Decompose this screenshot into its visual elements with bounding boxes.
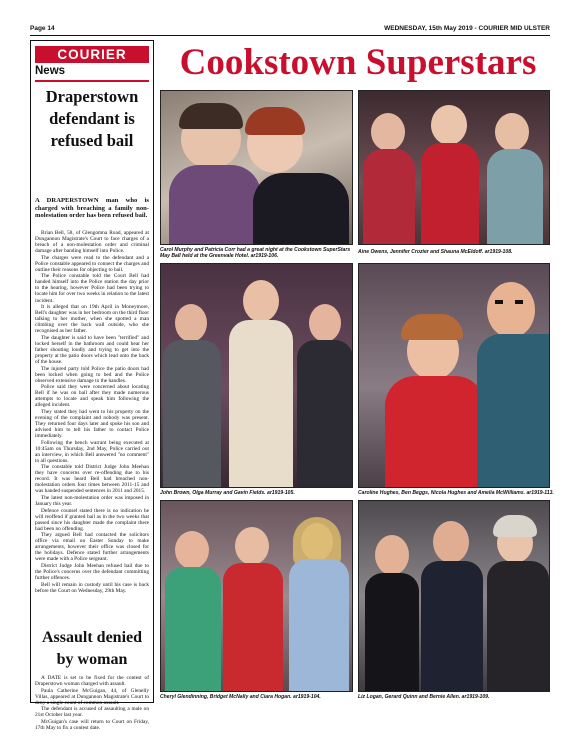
person-figure — [297, 340, 353, 488]
person-figure — [371, 113, 405, 151]
photo-1 — [160, 90, 353, 245]
feature-headline: Cookstown Superstars — [179, 42, 537, 83]
person-figure — [477, 334, 550, 488]
paragraph: Bell will remain in custody until his case is back before the Court on Wednesday, 29th May. — [35, 581, 149, 594]
person-figure — [487, 561, 549, 692]
person-figure — [493, 515, 537, 537]
paragraph: Police said they were concerned about locating Bell if he was on bail after they made numerous attempts to locate and speak him following the alleged incident. — [35, 384, 149, 409]
person-figure — [515, 300, 523, 304]
person-figure — [169, 165, 261, 245]
header-rule — [30, 35, 550, 36]
section-rule — [35, 80, 149, 82]
section-label: News — [35, 65, 66, 77]
person-figure — [421, 143, 479, 245]
paragraph: The Police constable told the Court Bell had handed himself into the Police station the day prior to the hearing, however Police had been trying to locate him for over two weeks in relation to the latest incident. — [35, 273, 149, 304]
person-figure — [243, 280, 279, 322]
paragraph: They argued Bell had contacted the solicitors office via email on Easter Sunday to make arrangements, however their office was closed for the holidays. Defence stated further arrangements were made with a Police sergeant. — [35, 532, 149, 563]
paragraph: A DATE is set to be fixed for the contest of Draperstown woman charged with assault. — [35, 675, 149, 688]
photo-caption: Liz Logan, Gerard Quinn and Bernie Allen. ar1919-109. — [358, 694, 490, 700]
person-figure — [245, 107, 305, 135]
photo-caption: John Brown, Olga Murray and Gavin Fields. ar1919-105. — [160, 490, 295, 496]
page-header — [30, 23, 550, 35]
person-figure — [487, 149, 543, 245]
paragraph: McGuigan's case will return to Court on Friday, 17th May to fix a contest date. — [35, 718, 149, 731]
person-figure — [289, 559, 349, 692]
photo-caption: Carol Murphy and Patricia Corr had a great night at the Cookstown SuperStars May Ball held at the Greenvale Hotel. ar1919-106. — [160, 247, 351, 259]
person-figure — [175, 531, 209, 569]
person-figure — [179, 103, 243, 129]
paragraph: The defendant is accused of assaulting a male on 21st October last year. — [35, 706, 149, 719]
person-figure — [365, 573, 419, 692]
person-figure — [421, 561, 483, 692]
photo-caption: Cheryl Glendinning, Bridget McNally and Ciara Hogan. ar1919-104. — [160, 694, 321, 700]
person-figure — [309, 304, 341, 342]
paragraph: Paula Catherine McGuigan, 44, of Glenelly Villas, appeared at Dungannon Magistrate's Court to deny a single count of common assault. — [35, 687, 149, 706]
paragraph: Brian Bell, 58, of Glengomna Road, appeared at Dungannon Magistrate's Court to face charges of a breach of a non-molestation order and criminal damage after banding himself into Police. — [35, 230, 149, 255]
paragraph: The latest non-molestation order was imposed in January this year. — [35, 495, 149, 508]
story-headline-assault: Assault denied by woman — [41, 629, 143, 668]
photo-4 — [358, 263, 550, 488]
photo-6 — [358, 500, 550, 692]
person-figure — [253, 173, 349, 245]
paragraph: The daughter is said to have been "terrified" and locked herself in the bathroom and could hear her father shouting loudly and trying to get into the property at the patio doors which lead onto the back of the house. — [35, 334, 149, 365]
person-figure — [223, 563, 283, 692]
person-figure — [495, 300, 503, 304]
paragraph: The charges were read to the defendant and a Police constable appeared to connect the charges and outline their reasons for objecting to bail. — [35, 254, 149, 273]
photo-caption: Aine Owens, Jennifer Crozier and Shauna McEldoff. ar1919-108. — [358, 249, 513, 255]
person-figure — [385, 376, 485, 488]
page-number: Page 14 — [30, 25, 55, 32]
story-body-bail — [35, 230, 149, 623]
person-figure — [431, 105, 467, 145]
story-headline-bail: Draperstown defendant is refused bail — [45, 87, 139, 150]
person-figure — [175, 304, 207, 342]
person-figure — [165, 567, 221, 692]
person-figure — [487, 282, 535, 338]
paragraph: District Judge John Meehan refused bail due to the Police's concerns over the defendant committing further offences. — [35, 563, 149, 582]
person-figure — [495, 113, 529, 151]
paragraph: Following the bench warrant being executed at 10:45am on Thursday, 2nd May, Police carried out an interview, in which Bell answered "no comment" to all questions. — [35, 439, 149, 464]
photo-5 — [160, 500, 353, 692]
paragraph: Defence counsel stated there is no indication he will reoffend if granted bail as in the two weeks that passed since his daughter made the complaint there had been no offending. — [35, 507, 149, 532]
person-figure — [363, 149, 415, 245]
paragraph: It is alleged that on 19th April in Moneymore, Bell's daughter was in her bedroom on the third floor talking to her mother, when she spotted a man climbing over the back wall outside, who she recognised as her father. — [35, 304, 149, 335]
photo-3 — [160, 263, 353, 488]
photo-2 — [358, 90, 550, 245]
paragraph: The injured party told Police the patio doors had been locked when going to bed and the Police observed extensive damage to the handles. — [35, 365, 149, 384]
photo-caption: Caroline Hughes, Ben Beggs, Nicola Hughes and Amelia McWilliams. ar1919-113. — [358, 490, 554, 496]
news-column — [30, 40, 154, 731]
person-figure — [401, 314, 463, 340]
paragraph: They stated they had went to his property on the evening of the complaint and nobody was present. They returned four days later and spoke his son and advised him to tell his father to contact Police immediately. — [35, 408, 149, 440]
story-lead: A DRAPERSTOWN man who is charged with breaching a family non-molestation order has been refused bail. — [35, 197, 149, 220]
dateline: WEDNESDAY, 15th May 2019 - COURIER MID ULSTER — [384, 25, 550, 32]
person-figure — [375, 535, 409, 575]
person-figure — [433, 521, 469, 563]
person-figure — [235, 527, 269, 565]
person-figure — [163, 340, 221, 488]
story-body-assault — [35, 675, 149, 737]
courier-logo: COURIER — [35, 46, 149, 63]
person-figure — [229, 320, 293, 488]
paragraph: The constable told District Judge John Meehan they have concerns over re-offending due to his record. It was heard Bell had breached non-molestation orders four times between 2011-15 and was handed suspended sentences in 2011 and 2015. — [35, 464, 149, 495]
